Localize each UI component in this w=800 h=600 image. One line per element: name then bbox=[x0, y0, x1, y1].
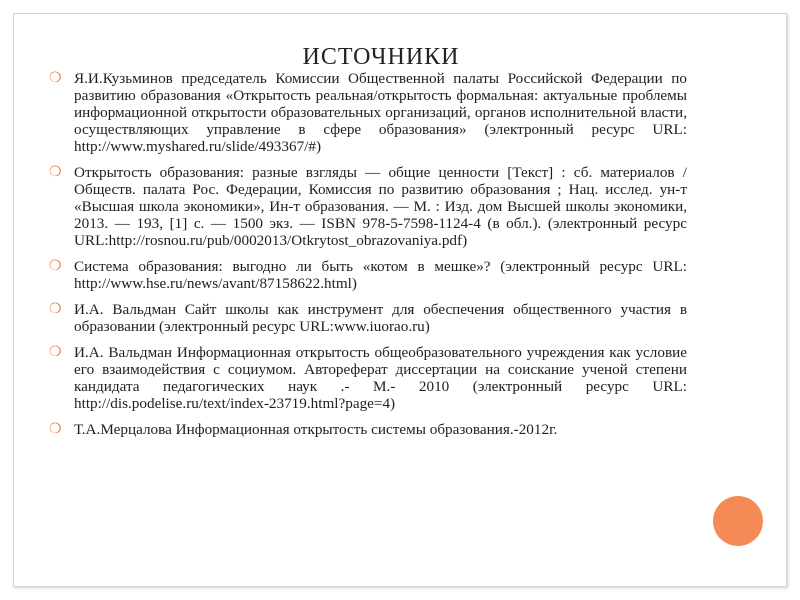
source-text: Система образования: выгодно ли быть «котом в мешке»? (электронный ресурс URL: http://www.hse.ru/news/avant/87158622.html) bbox=[74, 258, 687, 292]
orange-circle-bullet-icon: ❍ bbox=[49, 345, 62, 360]
orange-circle-bullet-icon: ❍ bbox=[49, 259, 62, 274]
orange-circle-bullet-icon: ❍ bbox=[49, 302, 62, 317]
sources-list bbox=[49, 70, 687, 447]
orange-circle-bullet-icon: ❍ bbox=[49, 422, 62, 437]
source-item bbox=[49, 164, 687, 249]
source-item bbox=[49, 421, 687, 438]
source-item bbox=[49, 344, 687, 412]
decorative-orange-circle bbox=[713, 496, 763, 546]
source-text: И.А. Вальдман Сайт школы как инструмент для обеспечения общественного участия в образовании (электронный ресурс URL:www.iuorao.ru) bbox=[74, 301, 687, 335]
source-item bbox=[49, 301, 687, 335]
source-item bbox=[49, 258, 687, 292]
source-text: Открытость образования: разные взгляды — общие ценности [Текст] : сб. материалов / Обществ. палата Рос. Федерации, Комиссия по развитию образования ; Нац. исслед. ун-т «Высшая школа экономики», Ин-т образования. — М. : Изд. дом Высшей школы экономики, 2013. — 193, [1] с. — 1500 экз. — ISBN 978-5-7598-1124-4 (в обл.). (электронный ресурс URL:http://rosnou.ru/pub/0002013/Otkrytost_obrazovaniya.pdf) bbox=[74, 164, 687, 249]
slide-title: ИСТОЧНИКИ bbox=[302, 44, 460, 70]
orange-circle-bullet-icon: ❍ bbox=[49, 71, 62, 86]
source-text: Я.И.Кузьминов председатель Комиссии Общественной палаты Российской Федерации по развитию образования «Открытость реальная/открытость формальная: актуальные проблемы информационной открытости образовательных организаций, органов исполнительной власти, осуществляющих управление в сфере образования» (электронный ресурс URL: http://www.myshared.ru/slide/493367/#) bbox=[74, 70, 687, 155]
source-text: И.А. Вальдман Информационная открытость общеобразовательного учреждения как условие его взаимодействия с социумом. Автореферат диссертации на соискание ученой степени кандидата педагогических наук .- М.- 2010 (электронный ресурс URL: http://dis.podelise.ru/text/index-23719.html?page=4) bbox=[74, 344, 687, 412]
source-text: Т.А.Мерцалова Информационная открытость системы образования.-2012г. bbox=[74, 421, 558, 438]
source-item bbox=[49, 70, 687, 155]
orange-circle-bullet-icon: ❍ bbox=[49, 165, 62, 180]
